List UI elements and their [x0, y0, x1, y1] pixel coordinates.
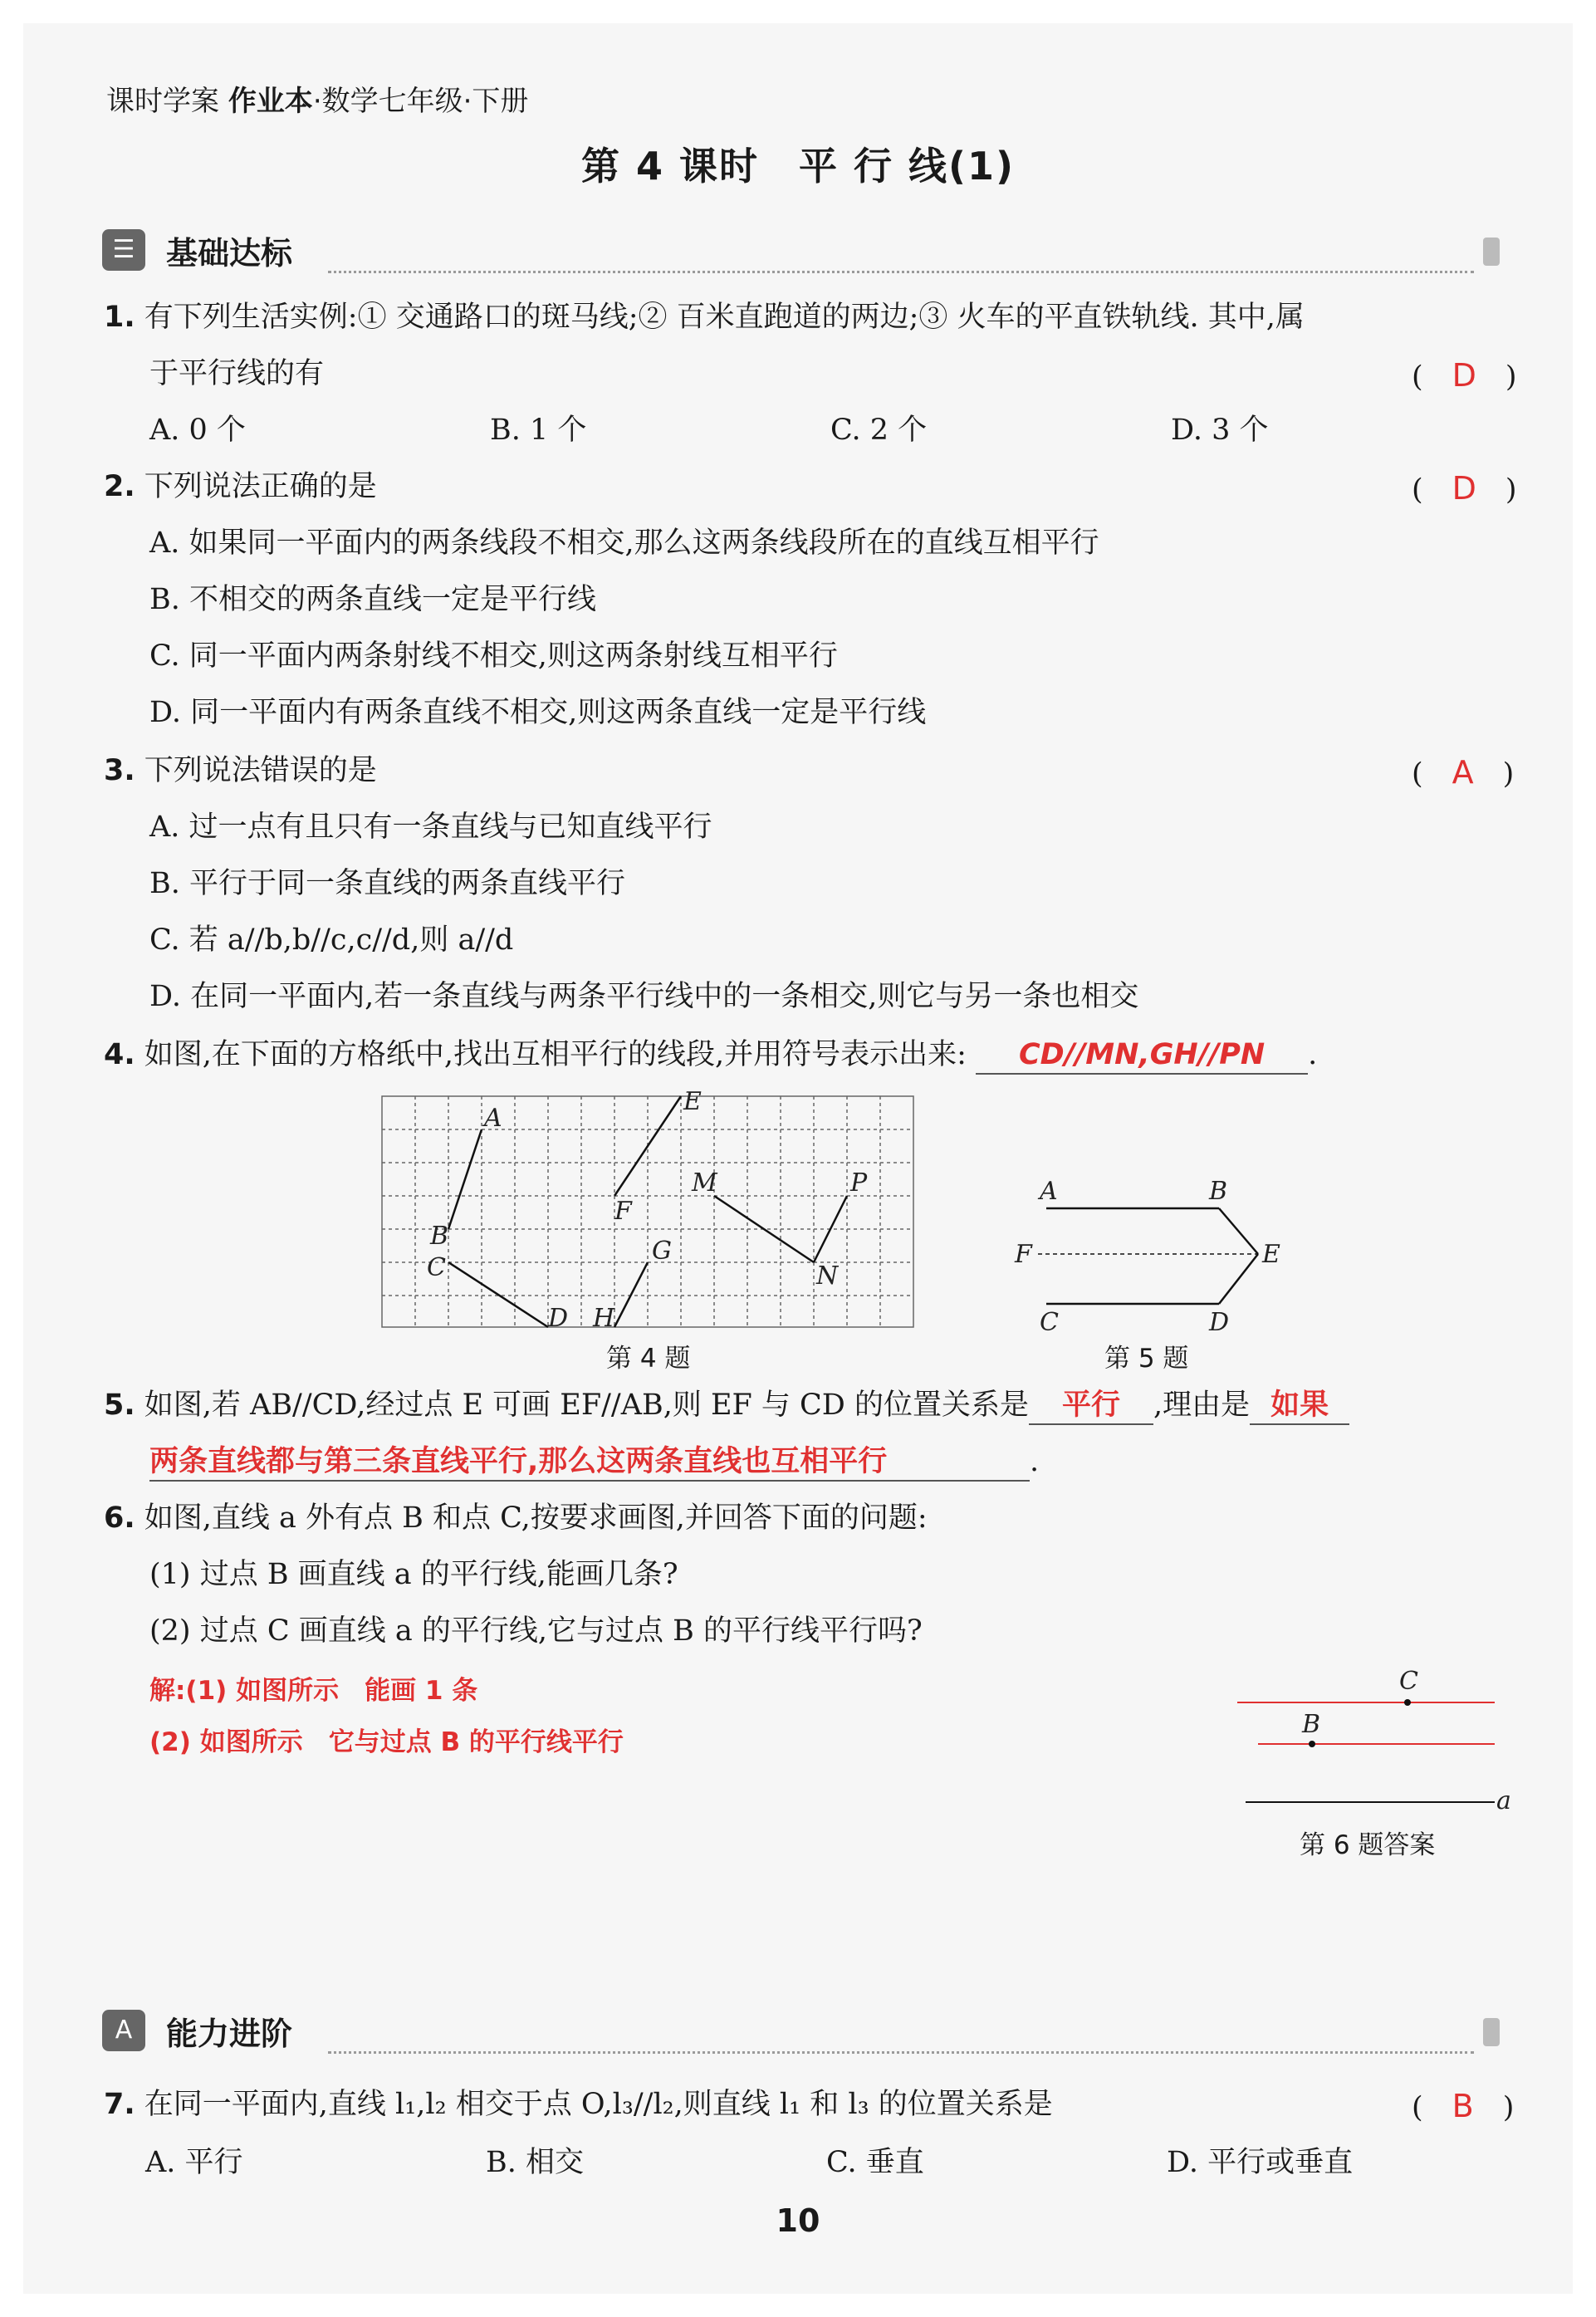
- point-b: [1309, 1741, 1315, 1747]
- grid-lines: [382, 1096, 913, 1327]
- segment-cd: [448, 1262, 548, 1327]
- question-number: 2.: [104, 470, 135, 503]
- point-label-e: E: [683, 1088, 702, 1116]
- point-label-b: B: [1302, 1710, 1321, 1739]
- answer-value: B: [1452, 2088, 1474, 2124]
- line-label-a: a: [1496, 1786, 1511, 1810]
- rocket-icon: A: [102, 2010, 145, 2051]
- question-number: 6.: [104, 1501, 135, 1535]
- point-label-f: F: [614, 1197, 632, 1226]
- question-6: [104, 1500, 928, 1536]
- point-label-g: G: [652, 1237, 672, 1266]
- point-label-d: D: [548, 1304, 569, 1333]
- option-c: C. 若 a//b,b//c,c//d,则 a//d: [149, 923, 514, 957]
- book-header: [106, 78, 528, 119]
- question-number: 3.: [104, 754, 135, 787]
- point-label-h: H: [593, 1304, 615, 1333]
- question-number: 4.: [104, 1038, 135, 1071]
- section-basic-title: 基础达标: [166, 235, 293, 272]
- option-d: D. 在同一平面内,若一条直线与两条平行线中的一条相交,则它与另一条也相交: [149, 980, 1139, 1013]
- point-label-a: A: [484, 1104, 502, 1133]
- section-divider: [328, 271, 1474, 273]
- option-b: B. 1 个: [490, 414, 587, 447]
- question-5-line2: 两条直线都与第三条直线平行,那么这两条直线也互相平行 .: [149, 1443, 1039, 1482]
- option-a: A. 平行: [145, 2146, 243, 2179]
- option-a: A. 过一点有且只有一条直线与已知直线平行: [149, 811, 712, 844]
- point-label-p: P: [850, 1168, 868, 1198]
- figure-6-caption: 第 6 题答案: [1300, 1830, 1436, 1860]
- point-label-c: C: [427, 1253, 446, 1282]
- answer-bracket: ( B ): [1412, 2088, 1515, 2124]
- answer-value: D: [1452, 470, 1476, 507]
- subject-name: ·数学七年级·下册: [312, 85, 529, 118]
- option-d: D. 平行或垂直: [1167, 2146, 1354, 2179]
- answer-value: CD//MN,GH//PN: [1018, 1038, 1266, 1071]
- answer-bracket: ( D ): [1412, 470, 1517, 507]
- question-3: [104, 752, 377, 789]
- option-a: A. 如果同一平面内的两条线段不相交,那么这两条线段所在的直线互相平行: [149, 527, 1099, 560]
- question-text: 下列说法正确的是: [144, 470, 377, 503]
- point-label-n: N: [816, 1261, 839, 1291]
- point-label-c: C: [1040, 1308, 1059, 1337]
- section-divider: [328, 2051, 1474, 2054]
- series-name: 课时学案: [106, 85, 219, 118]
- point-label-b: B: [430, 1222, 449, 1251]
- answer-value: 平行: [1061, 1389, 1120, 1422]
- question-number: 1.: [104, 301, 135, 334]
- question-2: [104, 468, 377, 505]
- figure-5-caption: 第 5 题: [1104, 1344, 1189, 1374]
- question-4: 4. 如图,在下面的方格纸中,找出互相平行的线段,并用符号表示出来: CD//MN,GH//PN .: [104, 1036, 1317, 1075]
- answer-reason-start: 如果: [1270, 1389, 1329, 1422]
- answer-blank: [976, 1036, 1308, 1075]
- option-b: B. 不相交的两条直线一定是平行线: [149, 583, 596, 616]
- point-label-c: C: [1399, 1667, 1418, 1696]
- book-name: 作业本: [228, 85, 313, 118]
- question-6-sub1: (1) 过点 B 画直线 a 的平行线,能画几条?: [149, 1558, 678, 1591]
- answer-bracket: ( D ): [1412, 357, 1517, 394]
- figure-lines: [1046, 1208, 1258, 1304]
- question-text: 有下列生活实例:① 交通路口的斑马线;② 百米直跑道的两边;③ 火车的平直铁轨线. 其中,属: [144, 301, 1305, 334]
- question-5: [104, 1387, 1349, 1425]
- figure-4-caption: 第 4 题: [606, 1344, 691, 1374]
- answer-value: A: [1452, 754, 1474, 791]
- option-d: D. 同一平面内有两条直线不相交,则这两条直线一定是平行线: [149, 696, 927, 729]
- option-d: D. 3 个: [1171, 414, 1269, 447]
- question-7: [104, 2086, 1053, 2123]
- answer-figure: [1229, 1661, 1511, 1810]
- solution-2: (2) 如图所示 它与过点 B 的平行线平行: [149, 1727, 624, 1757]
- option-a: A. 0 个: [149, 414, 246, 447]
- question-text: 如图,若 AB//CD,经过点 E 可画 EF//AB,则 EF 与 CD 的位置关系是: [144, 1389, 1029, 1422]
- answer-value: D: [1452, 357, 1476, 394]
- option-c: C. 同一平面内两条射线不相交,则这两条射线互相平行: [149, 639, 838, 673]
- point-label-a: A: [1040, 1177, 1058, 1206]
- option-b: B. 相交: [486, 2146, 584, 2179]
- segment-gh: [614, 1262, 648, 1327]
- question-number: 7.: [104, 2088, 135, 2121]
- segment-ab: [448, 1129, 482, 1229]
- question-text: 下列说法错误的是: [144, 754, 377, 787]
- point-label-d: D: [1209, 1308, 1230, 1337]
- question-1-line2: 于平行线的有: [149, 357, 325, 390]
- hourglass-icon: [1483, 238, 1500, 266]
- page-number: 10: [776, 2202, 820, 2239]
- point-label-b: B: [1209, 1177, 1228, 1206]
- question-number: 5.: [104, 1389, 135, 1422]
- point-label-m: M: [692, 1168, 717, 1198]
- option-c: C. 2 个: [830, 414, 928, 447]
- lesson-title: 第 4 课时 平 行 线(1): [580, 144, 1016, 189]
- hourglass-icon: [1483, 2018, 1500, 2046]
- line-de: [1219, 1254, 1258, 1304]
- solution-1: 解:(1) 如图所示 能画 1 条: [149, 1676, 478, 1706]
- question-text-b: ,理由是: [1153, 1389, 1251, 1422]
- option-c: C. 垂直: [826, 2146, 924, 2179]
- question-text: 如图,直线 a 外有点 B 和点 C,按要求画图,并回答下面的问题:: [144, 1501, 928, 1535]
- answer-bracket: ( A ): [1412, 754, 1515, 791]
- point-label-e: E: [1262, 1240, 1280, 1269]
- grid-figure: [374, 1088, 922, 1337]
- book-icon: ☰: [102, 229, 145, 271]
- answer-reason: 两条直线都与第三条直线平行,那么这两条直线也互相平行: [149, 1445, 888, 1478]
- point-c: [1404, 1699, 1411, 1706]
- parallel-figure: [1005, 1171, 1287, 1337]
- option-b: B. 平行于同一条直线的两条直线平行: [149, 867, 625, 900]
- question-1: [104, 299, 1305, 336]
- point-label-f: F: [1015, 1240, 1032, 1269]
- line-be: [1219, 1208, 1258, 1254]
- section-advanced-title: 能力进阶: [166, 2016, 293, 2052]
- question-text: 如图,在下面的方格纸中,找出互相平行的线段,并用符号表示出来:: [144, 1038, 967, 1071]
- question-6-sub2: (2) 过点 C 画直线 a 的平行线,它与过点 B 的平行线平行吗?: [149, 1614, 923, 1648]
- question-text: 在同一平面内,直线 l₁,l₂ 相交于点 O,l₃//l₂,则直线 l₁ 和 l₃ 的位置关系是: [144, 2088, 1053, 2121]
